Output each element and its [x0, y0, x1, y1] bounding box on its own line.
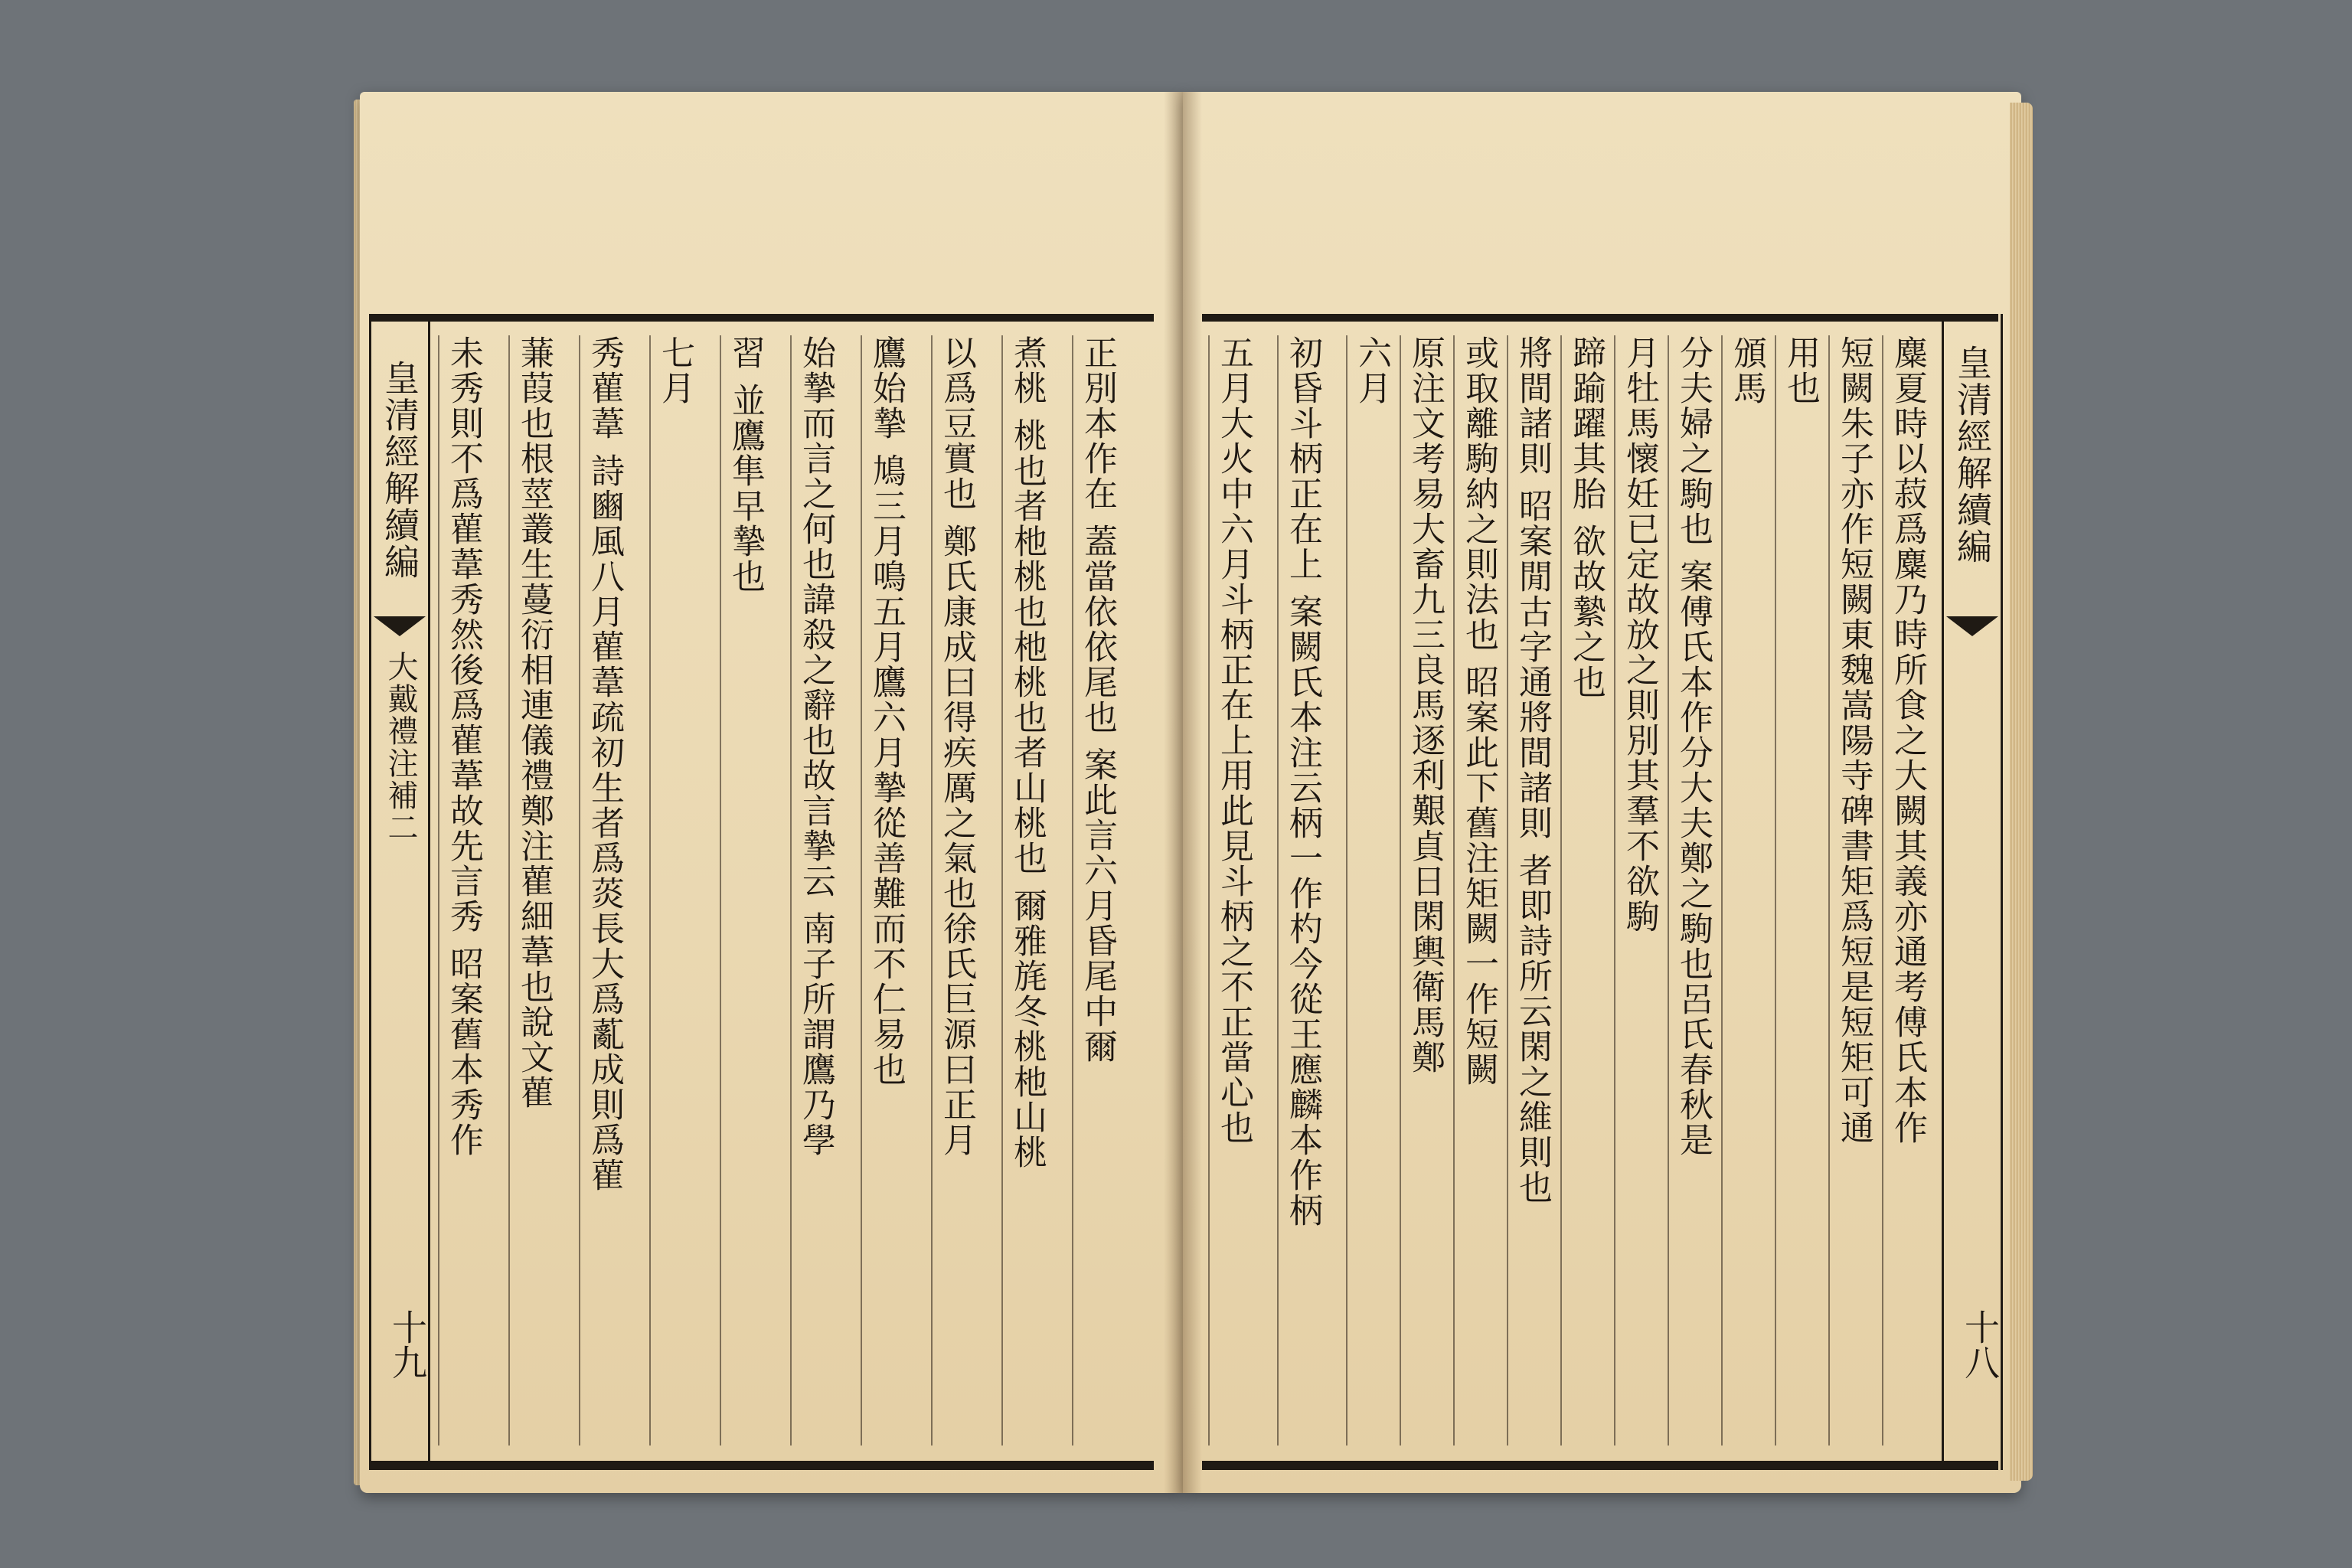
open-book	[360, 92, 2021, 1493]
text-column	[1346, 335, 1401, 1446]
text-column	[1208, 335, 1263, 1446]
text-column	[1721, 335, 1776, 1446]
column-text: 頒馬	[1727, 335, 1766, 406]
column-text: 短闕朱子亦作短闕東魏嵩陽寺碑書矩爲短是短矩可通	[1834, 335, 1873, 1145]
column-text: 用也	[1781, 335, 1820, 406]
top-border-rule	[369, 314, 1154, 322]
margin-book-title: 皇清經解續編	[379, 360, 420, 580]
column-text: 煮桃 桃也者杝桃也杝桃也者山桃也 爾雅旄冬桃杝山桃	[1008, 335, 1047, 1170]
column-text: 以爲豆實也 鄭氏康成曰得疾厲之氣也徐氏巨源曰正月	[937, 335, 976, 1158]
left-page	[360, 92, 1183, 1493]
margin-book-title: 皇清經解續編	[1952, 345, 1993, 565]
leaf-number: 十八	[1959, 1309, 2001, 1380]
right-page-margin-column	[1942, 314, 2003, 1470]
column-text: 五月大火中六月斗柄正在上用此見斗柄之不正當心也	[1214, 335, 1253, 1145]
column-text: 未秀則不爲雚葦秀然後爲雚葦故先言秀 昭案舊本秀作	[444, 335, 483, 1158]
left-page-frame	[369, 314, 1154, 1470]
column-text: 七月	[655, 335, 694, 406]
text-column	[1775, 335, 1830, 1446]
text-column	[1400, 335, 1455, 1446]
column-text: 初昏斗柄正在上 案闕氏本注云柄一作杓今從王應麟本作柄	[1283, 335, 1322, 1228]
right-page-edges	[2010, 103, 2033, 1481]
text-column	[1072, 335, 1127, 1446]
margin-section-title: 大戴禮注補二	[383, 651, 418, 844]
bottom-border-rule	[1202, 1461, 1998, 1470]
column-text: 蹄踰躍其胎 欲故縶之也	[1566, 335, 1606, 700]
text-column	[1507, 335, 1562, 1446]
column-text: 蒹葭也根莖叢生蔓衍相連儀禮鄭注雚細葦也說文雚	[514, 335, 554, 1110]
column-text: 麋夏時以菽爲麋乃時所食之大闕其義亦通考傅氏本作	[1888, 335, 1927, 1145]
left-page-margin-column	[369, 314, 430, 1470]
text-column	[1001, 335, 1057, 1446]
right-page-frame	[1202, 314, 2001, 1470]
text-column	[508, 335, 564, 1446]
column-text: 將間諸則 昭案閒古字通將間諸則 者即詩所云閑之維則也	[1513, 335, 1552, 1205]
text-column	[1453, 335, 1508, 1446]
right-page	[1183, 92, 2021, 1493]
column-text: 始摯而言之何也諱殺之辭也故言摯云 南子所謂鷹乃學	[796, 335, 835, 1158]
text-column	[931, 335, 986, 1446]
column-text: 正別本作在 蓋當依依尾也 案此言六月昏尾中爾	[1078, 335, 1117, 1064]
column-text: 分夫婦之駒也 案傅氏本作分大夫鄭之駒也呂氏春秋是	[1674, 335, 1713, 1158]
book-gutter	[1164, 92, 1202, 1493]
text-column	[861, 335, 916, 1446]
text-column	[1882, 335, 1937, 1446]
text-column	[1668, 335, 1723, 1446]
fishtail-mark	[374, 616, 426, 636]
column-text: 原注文考易大畜九三良馬逐利艱貞日閑輿衛馬鄭	[1406, 335, 1445, 1075]
text-column	[1277, 335, 1332, 1446]
text-column	[579, 335, 634, 1446]
text-column	[720, 335, 775, 1446]
bottom-border-rule	[369, 1461, 1154, 1470]
text-column	[1560, 335, 1615, 1446]
text-column	[649, 335, 704, 1446]
fishtail-mark	[1946, 616, 1998, 636]
column-text: 六月	[1352, 335, 1391, 406]
text-column	[1828, 335, 1883, 1446]
top-border-rule	[1202, 314, 1998, 322]
column-text: 月牡馬懷妊已定故放之則別其羣不欲駒	[1620, 335, 1659, 934]
leaf-number: 十九	[387, 1309, 428, 1380]
column-text: 或取離駒納之則法也 昭案此下舊注矩闕一作短闕	[1459, 335, 1498, 1087]
column-text: 鷹始摯 鳩三月鳴五月鷹六月摯從善難而不仁易也	[867, 335, 906, 1087]
text-column	[438, 335, 493, 1446]
text-column	[790, 335, 845, 1446]
text-column	[1614, 335, 1669, 1446]
column-text: 習 並鷹隼早摯也	[726, 335, 765, 594]
column-text: 秀雚葦 詩豳風八月雚葦疏初生者爲菼長大爲薍成則爲雚	[585, 335, 624, 1193]
